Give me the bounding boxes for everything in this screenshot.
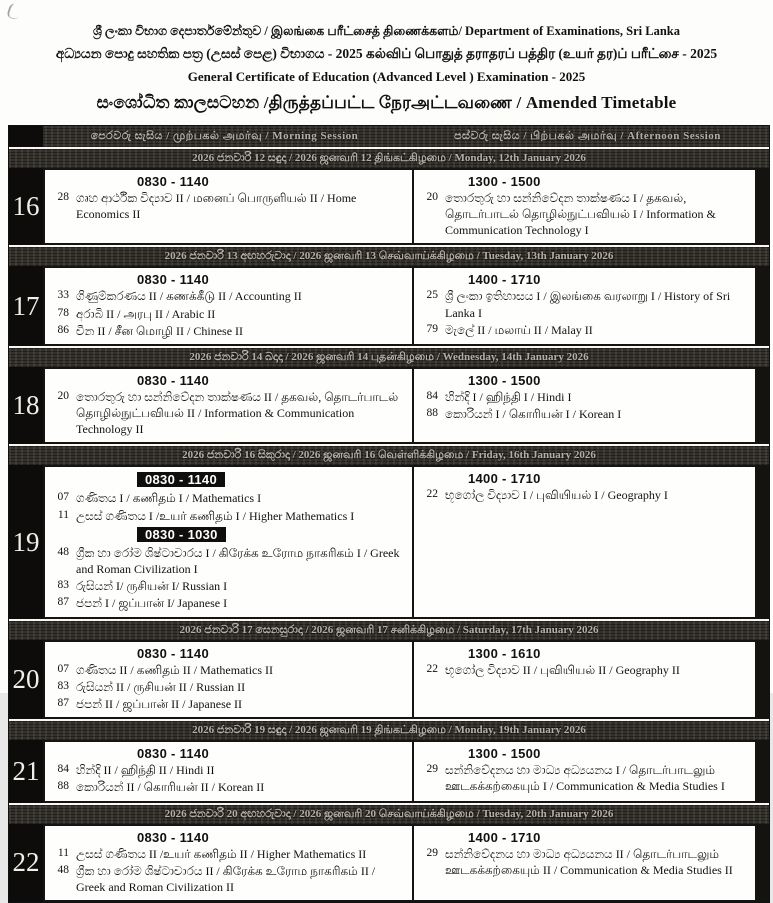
day-block <box>9 803 769 903</box>
subject-row <box>49 863 408 895</box>
subject-code: 87 <box>57 696 69 709</box>
morning-cell <box>43 465 414 618</box>
subject-code: 83 <box>57 579 69 592</box>
department-title: ශ්‍රී ලංකා විභාග දෙපාර්තමේන්තුව / இலங்கை பரீட்சைத் திணைக்களம்/ Department of Examinations, Sri Lanka <box>92 24 680 38</box>
subject-row <box>49 389 408 438</box>
morning-cell <box>43 266 414 346</box>
exam-time: 1300 - 1610 <box>468 645 541 661</box>
exam-time: 1400 - 1710 <box>468 829 541 845</box>
subject-name: චීන II / சீன மொழி II / Chinese II <box>76 323 244 338</box>
morning-cell <box>43 640 414 720</box>
exam-title-english: General Certificate of Education (Advanced Level ) Examination - 2025 <box>187 69 586 85</box>
subject-row <box>49 288 408 304</box>
subject-name: ගෘහ ආර්ථික විද්‍යාව II / மனைப் பொருளியல் II / Home Economics II <box>76 190 357 221</box>
subject-name: උසස් ගණිතය I /உயர் கணிதம் I / Higher Mathematics I <box>76 508 355 523</box>
day-block <box>9 619 769 720</box>
exam-time: 0830 - 1140 <box>137 272 209 288</box>
subject-row <box>49 508 408 524</box>
subject-row <box>49 595 408 611</box>
exam-time: 0830 - 1140 <box>137 829 209 845</box>
subject-row <box>418 487 751 503</box>
afternoon-cell <box>414 465 757 618</box>
exam-time: 1300 - 1500 <box>468 173 541 189</box>
day-row <box>9 168 769 246</box>
morning-cell <box>43 168 414 246</box>
subject-name: තොරතුරු හා සන්නිවේදන තාක්ෂණය II / தகவல், தொடர்பாடல் தொழில்நுட்பவியல் II / Information & Communication Technology II <box>76 389 399 437</box>
day-row <box>9 367 769 445</box>
subject-code: 83 <box>57 679 69 692</box>
subject-name: තොරතුරු හා සන්නිවේදන තාක්ෂණය I / தகவல், தொடர்பாடல் தொழில்நுட்பவியல் I / Information & Communication Technology I <box>445 190 716 238</box>
subject-code: 07 <box>57 491 69 504</box>
morning-cell <box>43 367 414 445</box>
subject-name: ග්‍රීක හා රෝම ශිෂ්ටාචාරය I / கிரேக்க உரோம நாகரிகம் I / Greek and Roman Civilization I <box>76 545 400 577</box>
date-header-label: 2026 ජනවාරි 16 සිකුරාදා / 2026 ஜனவரி 16 வெள்ளிக்கிழமை / Friday, 16th January 2026 <box>182 449 596 462</box>
exam-time: 0830 - 1140 <box>137 746 209 762</box>
exam-time: 1400 - 1710 <box>468 471 541 487</box>
subject-name: සන්නිවේදනය හා මාධ්‍ය අධ්‍යයනය II / தொடர்பாடலும் ஊடகக்கற்கையும் II / Communication & Media Studies II <box>445 846 733 877</box>
date-header-label: 2026 ජනවාරි 12 සඳුදා / 2026 ஜனவரி 12 திங்கட்கிழமை / Monday, 12th January 2026 <box>192 151 586 164</box>
subject-row <box>418 846 751 878</box>
morning-cell <box>43 740 414 802</box>
subject-code: 84 <box>426 389 438 402</box>
subject-code: 28 <box>57 190 69 203</box>
subject-code: 84 <box>57 763 69 776</box>
subject-code: 48 <box>57 545 69 558</box>
date-header <box>9 245 769 266</box>
date-header-label: 2026 ජනවාරි 13 අඟහරුවාදා / 2026 ஜனவரி 13 செவ்வாய்க்கிழமை / Tuesday, 13th January 2026 <box>164 250 614 263</box>
afternoon-cell <box>414 168 757 246</box>
exam-time: 0830 - 1140 <box>137 472 225 487</box>
day-number: 17 <box>9 266 43 346</box>
date-header-label: 2026 ජනවාරි 17 සෙනසුරාදා / 2026 ஜனவரி 17 சனிக்கிழமை / Saturday, 17th January 2026 <box>179 623 599 636</box>
subject-name: මැලේ II / மலாய் II / Malay II <box>445 322 593 337</box>
subject-name: ග්‍රීක හා රෝම ශිෂ්ටාචාරය II / கிரேக்க உரோம நாகரிகம் II / Greek and Roman Civilization II <box>76 863 376 894</box>
subject-code: 29 <box>426 846 438 859</box>
afternoon-cell <box>414 367 757 445</box>
subject-name: භූගෝල විද්‍යාව I / புவியியல் I / Geography I <box>445 488 668 503</box>
date-header-label: 2026 ජනවාරි 14 බදාදා / 2026 ஜனவரி 14 புதன்கிழமை / Wednesday, 14th January 2026 <box>189 350 589 363</box>
day-block <box>9 346 769 445</box>
subject-code: 88 <box>57 780 69 793</box>
subject-name: රුසියන් II / ருசியன் II / Russian II <box>76 679 246 694</box>
day-row <box>9 465 769 618</box>
subject-row <box>418 190 751 239</box>
exam-time: 1300 - 1500 <box>468 372 541 388</box>
subject-row <box>49 490 408 506</box>
day-row <box>9 640 769 720</box>
subject-code: 11 <box>57 508 69 521</box>
timetable-days <box>9 147 769 902</box>
exam-time: 0830 - 1030 <box>137 527 226 542</box>
document-header <box>0 0 773 117</box>
subject-name: ජපන් II / ஜப்பான் II / Japanese II <box>76 696 243 711</box>
date-header <box>9 346 769 367</box>
day-row <box>9 824 769 903</box>
subject-row <box>49 190 408 222</box>
subject-code: 78 <box>57 306 69 319</box>
date-header <box>9 803 769 824</box>
subject-code: 87 <box>57 596 69 609</box>
subject-row <box>49 662 408 678</box>
date-header-label: 2026 ජනවාරි 20 අඟහරුවාදා / 2026 ஜனவரி 20 செவ்வாய்க்கிழமை / Tuesday, 20th January 2026 <box>164 807 614 820</box>
subject-code: 33 <box>57 289 69 302</box>
subject-name: හින්දි II / ஹிந்தி II / Hindi II <box>76 763 215 778</box>
afternoon-cell <box>414 640 757 720</box>
day-number: 22 <box>9 824 43 903</box>
exam-time: 1400 - 1710 <box>468 272 541 288</box>
exam-time: 0830 - 1140 <box>137 173 209 189</box>
subject-name: සන්නිවේදනය හා මාධ්‍ය අධ්‍යයනය I / தொடர்பாடலும் ஊடகக்கற்கையும் I / Communication & Media Studies I <box>445 763 725 794</box>
subject-name: ගිණුම්කරණය II / கணக்கீடு II / Accounting II <box>76 289 302 304</box>
subject-code: 20 <box>57 389 69 402</box>
subject-name: උසස් ගණිතය II /உயர் கணிதம் II / Higher Mathematics II <box>76 846 367 861</box>
day-block <box>9 147 769 246</box>
afternoon-cell <box>414 824 757 903</box>
afternoon-cell <box>414 740 757 802</box>
subject-code: 86 <box>57 323 69 336</box>
exam-time: 0830 - 1140 <box>137 645 209 661</box>
subject-code: 20 <box>426 190 438 203</box>
subject-row <box>49 762 408 778</box>
subject-code: 22 <box>426 662 438 675</box>
exam-time: 1300 - 1500 <box>468 746 541 762</box>
timetable <box>8 125 770 903</box>
subject-name: භූගෝල විද්‍යාව II / புவியியல் II / Geography II <box>445 662 680 677</box>
morning-cell <box>43 824 414 903</box>
subject-code: 29 <box>426 763 438 776</box>
subject-row <box>49 578 408 594</box>
date-header <box>9 444 769 465</box>
day-number: 18 <box>9 367 43 445</box>
subject-code: 79 <box>426 322 438 335</box>
subject-row <box>49 323 408 339</box>
exam-time: 0830 - 1140 <box>137 372 209 388</box>
subject-name: අරාබි II / அரபு II / Arabic II <box>76 306 216 321</box>
day-block <box>9 245 769 346</box>
subject-name: ගණිතය II / கணிதம் II / Mathematics II <box>76 662 274 677</box>
subject-name: කොරියන් I / கொரியன் I / Korean I <box>445 407 622 422</box>
subject-row <box>49 545 408 577</box>
subject-row <box>418 389 751 405</box>
subject-name: රුසියන් I/ ருசியன் I/ Russian I <box>76 579 228 594</box>
subject-code: 11 <box>57 846 69 859</box>
subject-row <box>418 322 751 338</box>
subject-row <box>418 762 751 794</box>
subject-name: හින්දි I / ஹிந்தி I / Hindi I <box>445 389 572 404</box>
subject-row <box>49 696 408 712</box>
morning-session-header: පෙරවරු සැසිය / முற்பகல் அமர்வு / Morning Session <box>90 129 359 142</box>
day-block <box>9 444 769 618</box>
afternoon-session-header: පස්වරු සැසිය / பிற்பகல் அமர்வு / Afternoon Session <box>454 129 721 142</box>
afternoon-cell <box>414 266 757 346</box>
subject-code: 48 <box>57 863 69 876</box>
day-number: 16 <box>9 168 43 246</box>
date-header-label: 2026 ජනවාරි 19 සඳුදා / 2026 ஜனவரி 19 திங்கட்கிழமை / Monday, 19th January 2026 <box>192 724 586 737</box>
day-row <box>9 740 769 802</box>
day-block <box>9 719 769 802</box>
day-number: 19 <box>9 465 43 618</box>
page-title: සංශෝධිත කාලසටහන /திருத்தப்பட்ட நேரஅட்டவணை / Amended Timetable <box>96 93 677 113</box>
subject-name: කොරියන් II / கொரியன் II / Korean II <box>76 780 265 795</box>
day-number: 21 <box>9 740 43 802</box>
date-header <box>9 719 769 740</box>
subject-row <box>49 779 408 795</box>
session-header-row <box>9 126 769 147</box>
subject-row <box>418 662 751 678</box>
subject-code: 25 <box>426 289 438 302</box>
subject-row <box>49 679 408 695</box>
date-header <box>9 619 769 640</box>
day-column-spacer <box>9 126 43 147</box>
subject-name: ගණිතය I / கணிதம் I / Mathematics I <box>76 491 262 506</box>
date-header <box>9 147 769 168</box>
subject-name: ජපන් I / ஜப்பான் I/ Japanese I <box>76 596 228 611</box>
exam-title-sinhala-tamil: අධ්‍යයන පොදු සහතික පත්‍ර (උසස් පෙළ) විභාගය - 2025 கல்விப் பொதுத் தராதரப் பத்திர (உயர் தர)ப் பரீட்சை - 2025 <box>55 46 718 62</box>
subject-code: 07 <box>57 662 69 675</box>
subject-name: ශ්‍රී ලංකා ඉතිහාසය I / இலங்கை வரலாறு I / History of Sri Lanka I <box>445 289 731 320</box>
subject-row <box>418 288 751 320</box>
subject-row <box>49 846 408 862</box>
subject-row <box>418 406 751 422</box>
subject-row <box>49 306 408 322</box>
subject-code: 88 <box>426 407 438 420</box>
subject-code: 22 <box>426 488 438 501</box>
day-number: 20 <box>9 640 43 720</box>
day-row <box>9 266 769 346</box>
